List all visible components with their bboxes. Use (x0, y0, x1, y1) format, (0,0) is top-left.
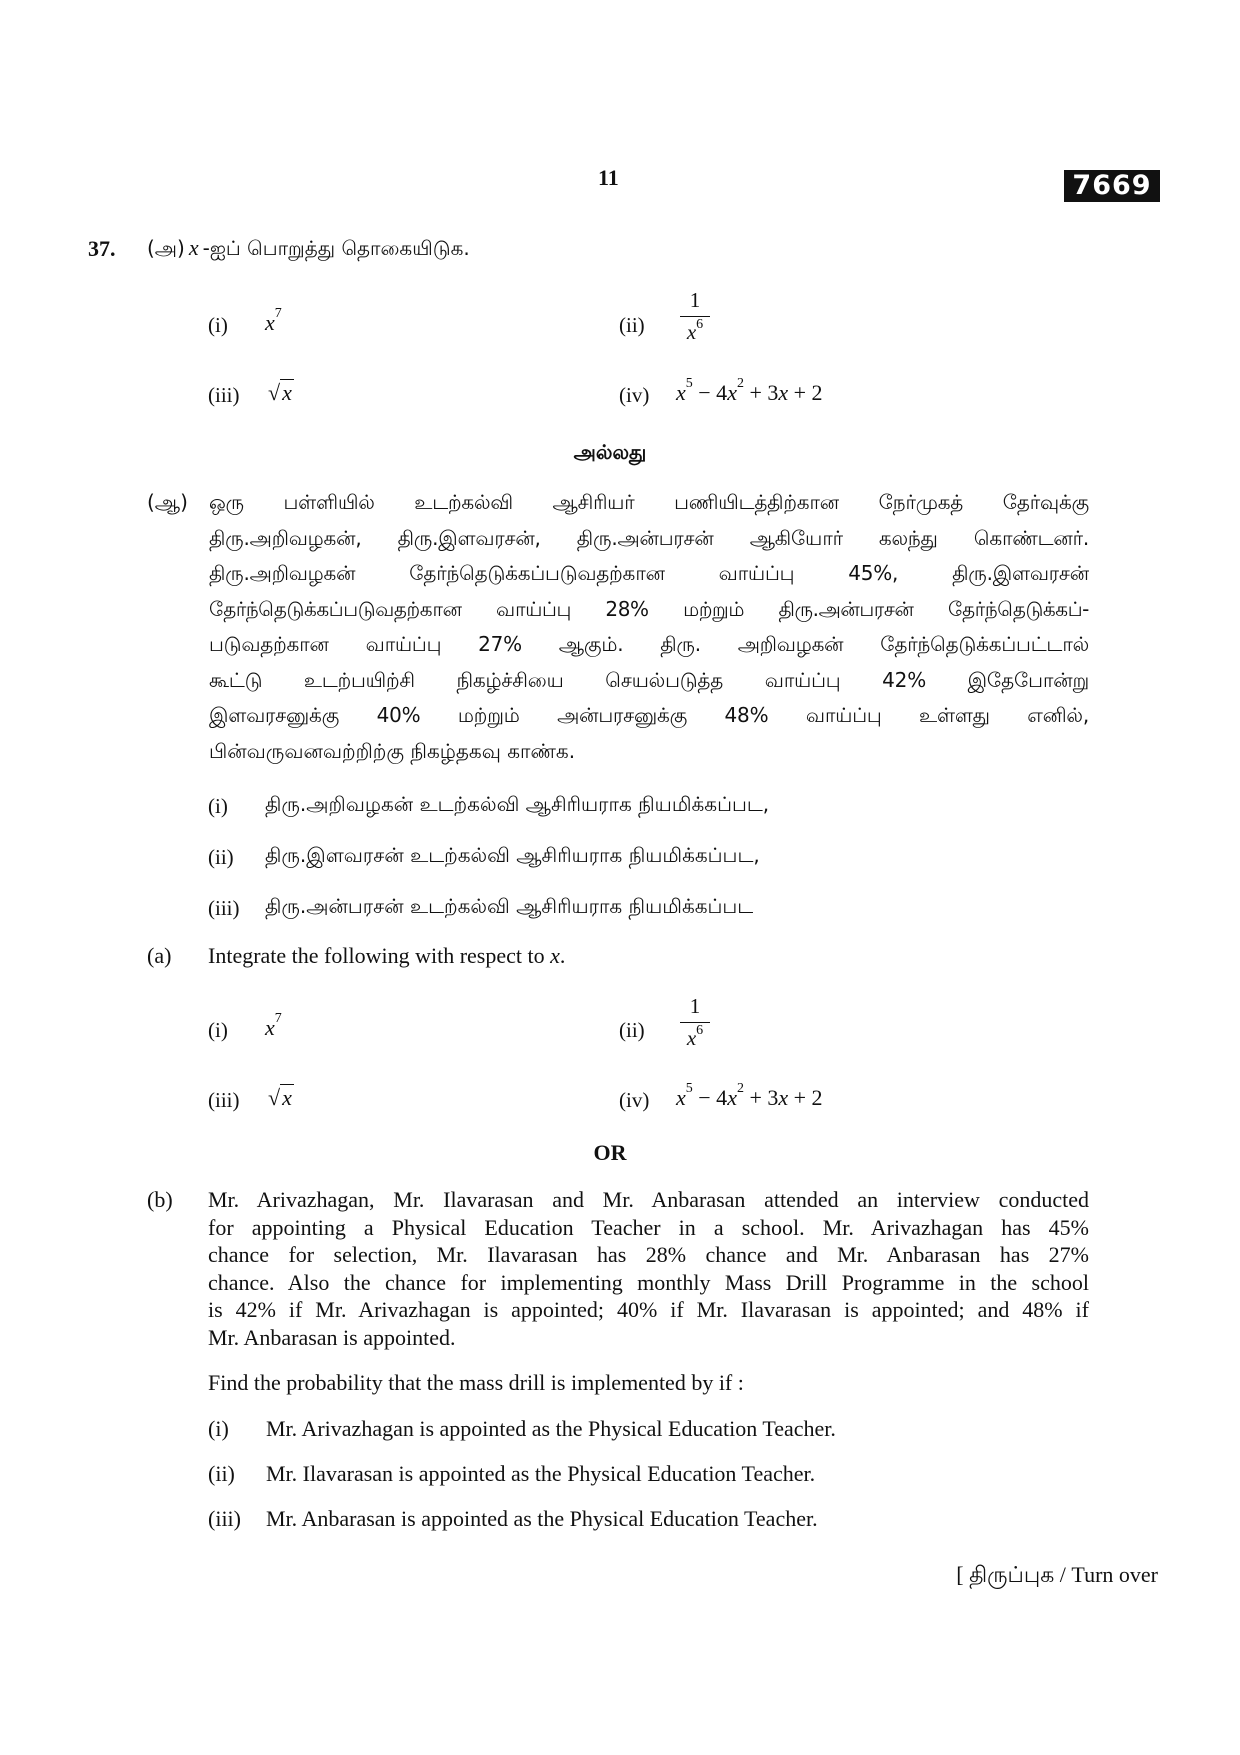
part-b-en-line: for appointing a Physical Education Teacher in a school. Mr. Arivazhagan has 45% (208, 1214, 1089, 1240)
part-b-en-line: is 42% if Mr. Arivazhagan is appointed; 40% if Mr. Ilavarasan is appointed; and 48% if (208, 1297, 1089, 1322)
en-item-iv-expr: $x^5 - 4x^2 + 3x + 2$ (676, 1081, 823, 1110)
en-item-ii-fraction: 1 $x^6$ (680, 994, 710, 1051)
part-b-ta-line: தேர்ந்தெடுக்கப்படுவதற்கான வாய்ப்பு 28% மற்றும் திரு.அன்பரசன் தேர்ந்தெடுக்கப்- (209, 596, 1089, 621)
en-item-i-expr: $x^7$ (265, 1011, 282, 1040)
ta-sub-ii-label: (ii) (208, 845, 234, 869)
page-number: 11 (598, 165, 619, 190)
ta-item-iii-label: (iii) (208, 383, 240, 407)
part-b-ta-label: (ஆ) (147, 490, 188, 514)
en-sub-iii-label: (iii) (208, 1506, 241, 1531)
turn-over-footer: [ திருப்புக / Turn over (956, 1562, 1158, 1587)
ta-sub-iii-text: திரு.அன்பரசன் உடற்கல்வி ஆசிரியராக நியமிக்கப்பட (265, 894, 754, 918)
or-divider-en: OR (593, 1140, 627, 1165)
part-b-en-line: Mr. Arivazhagan, Mr. Ilavarasan and Mr. Anbarasan attended an interview conducted (208, 1187, 1089, 1212)
ta-item-i-label: (i) (208, 313, 228, 337)
en-item-ii-label: (ii) (619, 1018, 645, 1042)
en-item-iii-sqrt: √x (268, 1085, 292, 1110)
en-sub-ii-label: (ii) (208, 1461, 235, 1486)
question-number: 37. (88, 236, 116, 261)
part-b-ta-line: ஒரு பள்ளியில் உடற்கல்வி ஆசிரியர் பணியிடத்திற்கான நேர்முகத் தேர்வுக்கு (209, 490, 1089, 514)
part-b-en-line: Mr. Anbarasan is appointed. (208, 1324, 456, 1350)
ta-item-iv-expr: $x^5 - 4x^2 + 3x + 2$ (676, 376, 823, 405)
en-sub-i-label: (i) (208, 1416, 229, 1441)
en-item-i-label: (i) (208, 1018, 228, 1042)
en-item-iv-label: (iv) (619, 1088, 650, 1112)
ta-item-iv-label: (iv) (619, 383, 650, 407)
ta-item-i-expr: $x^7$ (265, 306, 282, 335)
ta-sub-iii-label: (iii) (208, 896, 240, 920)
en-item-iii-label: (iii) (208, 1088, 240, 1112)
part-a-ta-header (147, 235, 470, 263)
part-b-ta-line: படுவதற்கான வாய்ப்பு 27% ஆகும். திரு. அறிவழகன் தேர்ந்தெடுக்கப்பட்டால் (209, 632, 1089, 656)
part-b-ta-line: பின்வருவனவற்றிற்கு நிகழ்தகவு காண்க. (209, 738, 576, 763)
part-b-en-line: chance for selection, Mr. Ilavarasan has 28% chance and Mr. Anbarasan has 27% (208, 1242, 1089, 1267)
part-a-en-label: (a) (147, 943, 172, 968)
part-a-en-instruction-line: Integrate the following with respect to x. (208, 943, 566, 968)
or-divider-ta: அல்லது (573, 440, 647, 464)
part-b-en-paragraph (208, 1187, 1089, 1352)
ta-sub-i-text: திரு.அறிவழகன் உடற்கல்வி ஆசிரியராக நியமிக்கப்பட, (265, 792, 770, 816)
part-a-ta-instruction: -ஐப் பொறுத்து தொகையிடுக. (202, 236, 470, 260)
paper-code-badge: 7669 (1064, 170, 1160, 202)
ta-item-ii-label: (ii) (619, 313, 645, 337)
ta-sub-ii-text: திரு.இளவரசன் உடற்கல்வி ஆசிரியராக நியமிக்கப்பட, (265, 843, 760, 867)
part-b-en-line: chance. Also the chance for implementing monthly Mass Drill Programme in the school (208, 1269, 1089, 1295)
part-b-en-label: (b) (147, 1187, 173, 1212)
part-b-ta-line: இளவரசனுக்கு 40% மற்றும் அன்பரசனுக்கு 48% வாய்ப்பு உள்ளது எனில், (209, 703, 1089, 727)
part-b-ta-paragraph (209, 490, 1089, 774)
ta-sub-i-label: (i) (208, 794, 228, 818)
part-b-ta-line: திரு.அறிவழகன், திரு.இளவரசன், திரு.அன்பரசன் ஆகியோர் கலந்து கொண்டனர். (209, 525, 1089, 550)
en-sub-i-text: Mr. Arivazhagan is appointed as the Physical Education Teacher. (266, 1416, 836, 1441)
part-b-ta-line: திரு.அறிவழகன் தேர்ந்தெடுக்கப்படுவதற்கான வாய்ப்பு 45%, திரு.இளவரசன் (209, 561, 1089, 585)
ta-item-iii-sqrt: √x (268, 380, 292, 405)
en-sub-iii-text: Mr. Anbarasan is appointed as the Physical Education Teacher. (266, 1506, 818, 1531)
part-b-en-prompt: Find the probability that the mass drill is implemented by if : (208, 1370, 744, 1395)
part-b-ta-line: கூட்டு உடற்பயிற்சி நிகழ்ச்சியை செயல்படுத்த வாய்ப்பு 42% இதேபோன்று (209, 667, 1089, 692)
part-a-ta-var: x (188, 235, 199, 260)
en-sub-ii-text: Mr. Ilavarasan is appointed as the Physical Education Teacher. (266, 1461, 816, 1486)
part-a-ta-label: (அ) (147, 236, 185, 260)
ta-item-ii-fraction: 1 $x^6$ (680, 288, 710, 345)
